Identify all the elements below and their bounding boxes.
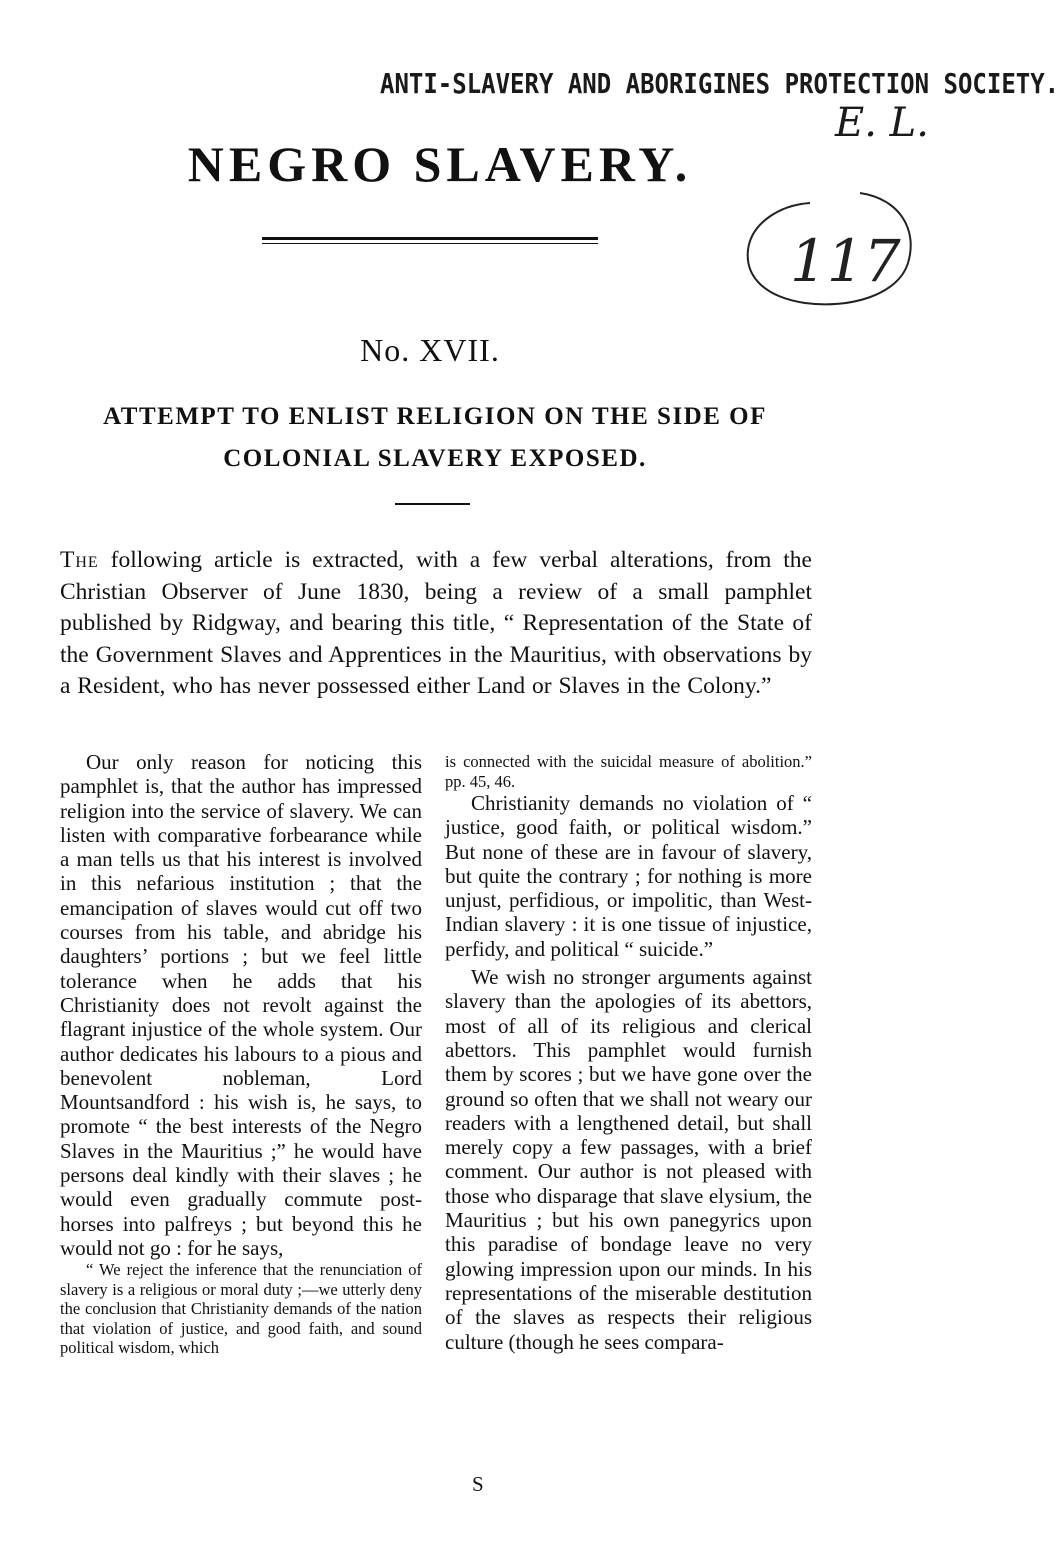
body-paragraph: Our only reason for noticing this pamphlet is, that the author has impressed religion into the service of slavery. We can listen with comparative forbearance while a man tells us that his interest is involved in this nefarious institution ; that the emancipation of slaves would cut off two courses from his table, and abridge his daughters’ portions ; but we feel little tolerance when he adds that his Christianity does not revolt against the flagrant injustice of the whole system. Our author dedicates his labours to a pious and benevolent nobleman, Lord Mountsandford : his wish is, he says, to promote “ the best interests of the Negro Slaves in the Mauritius ;” he would have persons deal kindly with their slaves ; he would even gradually commute post-horses into palfreys ; but beyond this he would not go : for he says, (60, 750, 422, 1260)
block-quote: “ We reject the inference that the renunciation of slavery is a religious or moral duty ;—we utterly deny the conclusion that Christianity demands of the nation that violation of justice, and good faith, and sound political wisdom, which (60, 1260, 422, 1358)
left-column (60, 750, 422, 1358)
page-title: NEGRO SLAVERY. (187, 136, 693, 192)
society-stamp: ANTI-SLAVERY AND ABORIGINES PROTECTION SOCIETY. (380, 67, 1059, 101)
intro-lead-word: The (60, 547, 99, 573)
issue-number: No. XVII. (360, 332, 500, 368)
right-column (445, 752, 812, 1354)
handwritten-note: E. L. (835, 100, 929, 146)
intro-paragraph (60, 545, 812, 703)
circled-number-text: 117 (790, 227, 901, 295)
body-paragraph: Christianity demands no violation of “ justice, good faith, or political wisdom.” But none of these are in favour of slavery, but quite the contrary ; for nothing is more unjust, perfidious, or impolitic, than West-Indian slavery : it is one tissue of injustice, perfidy, and political “ suicide.” (445, 791, 812, 961)
article-subtitle (40, 396, 830, 480)
body-paragraph: We wish no stronger arguments against slavery than the apologies of its abettors, most of all of its religious and clerical abettors. This pamphlet would furnish them by scores ; but we have gone over the ground so often that we shall not weary our readers with a lengthened detail, but shall merely copy a few passages, with a brief comment. Our author is not pleased with those who disparage that slave elysium, the Mauritius ; but his own panegyrics upon this paradise of bondage leave no very glowing impression upon our minds. In his representations of the miserable destitution of the slaves as respects their religious culture (though he sees compara- (445, 965, 812, 1354)
subtitle-line: ATTEMPT TO ENLIST RELIGION ON THE SIDE OF (103, 403, 767, 430)
subtitle-line: COLONIAL SLAVERY EXPOSED. (223, 445, 647, 472)
intro-text: following article is extracted, with a few verbal alterations, from the Christian Observer of June 1830, being a review of a small pamphlet published by Ridgway, and bearing this title, “ Representation of the State of the Government Slaves and Apprentices in the Mauritius, with observations by a Resident, who has never possessed either Land or Slaves in the Colony.” (60, 547, 812, 699)
title-divider (262, 237, 598, 244)
signature-mark: S (472, 1472, 484, 1496)
section-divider (395, 503, 470, 505)
block-quote-continued: is connected with the suicidal measure of abolition.” pp. 45, 46. (445, 752, 812, 791)
circled-number-annotation (740, 185, 920, 315)
